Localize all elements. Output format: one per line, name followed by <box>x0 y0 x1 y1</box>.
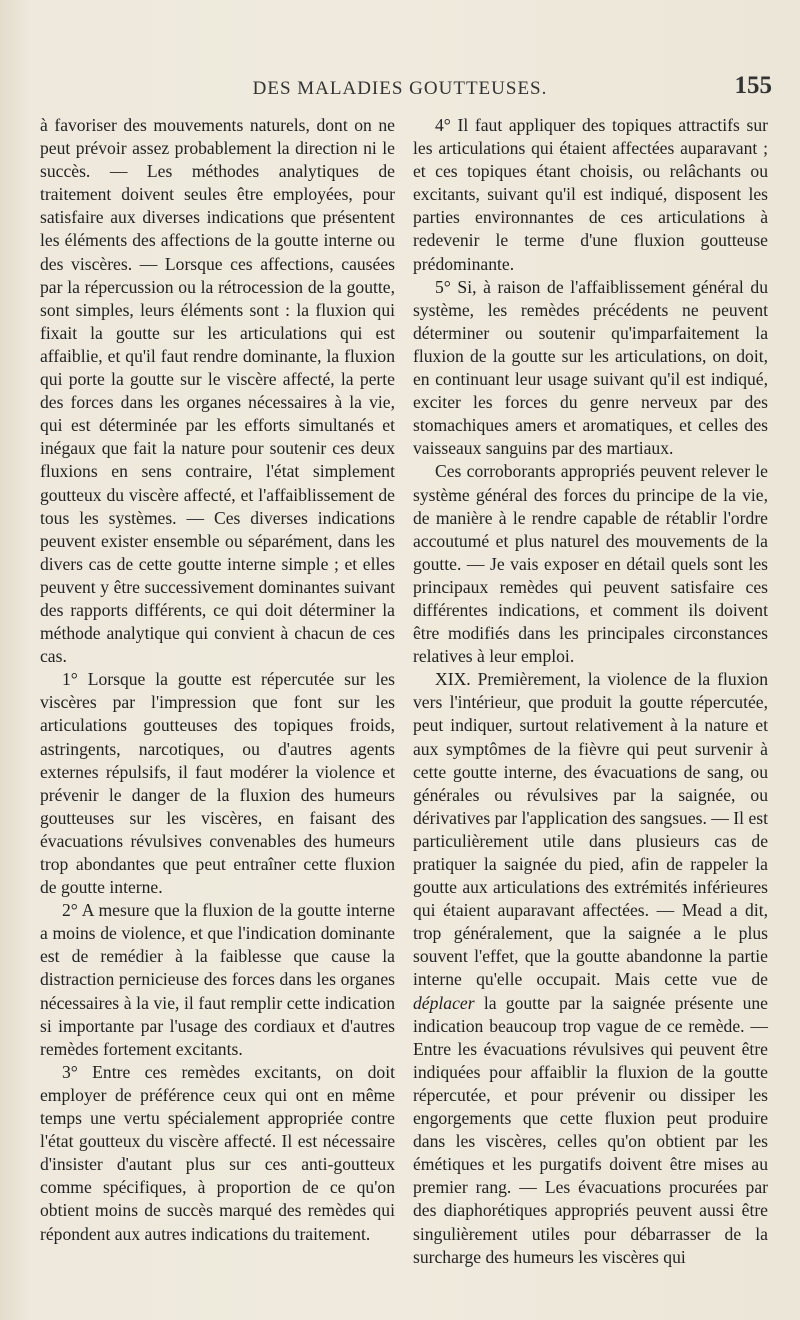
paragraph: à favoriser des mouvements naturels, dont on ne peut prévoir assez probablement la direction ni le succès. — Les méthodes analytiques de traitement doivent seules être employées, pour satisfaire aux diverses indications que présentent les éléments des affections de la goutte interne ou des viscères. — Lorsque ces affections, causées par la répercussion ou la rétrocession de la goutte, sont simples, leurs éléments sont : la fluxion qui fixait la goutte sur les articulations qui est affaiblie, et qu'il faut rendre dominante, la fluxion qui porte la goutte sur le viscère affecté, la perte des forces dans les organes nécessaires à la vie, qui est déterminée par les efforts simultanés et inégaux que fait la nature pour soutenir ces deux fluxions en sens contraire, l'état simplement goutteux du viscère affecté, et l'affaiblissement de tous les systèmes. — Ces diverses indications peuvent exister ensemble ou séparément, dans les divers cas de cette goutte interne simple ; et elles peuvent y être successivement dominantes suivant des rapports différents, ce qui doit déterminer la méthode analytique qui convient à chacun de ces cas. <box>40 115 395 667</box>
right-column <box>413 114 768 1269</box>
paragraph: Ces corroborants appropriés peuvent relever le système général des forces du principe de la vie, de manière à le rendre capable de rétablir l'ordre accoutumé et plus naturel des mouvements de la goutte. — Je vais exposer en détail quels sont les principaux remèdes qui peuvent satisfaire ces différentes indications, et comment ils doivent être modifiés dans les principales circonstances relatives à leur emploi. <box>413 461 768 667</box>
paragraph: 5° Si, à raison de l'affaiblissement général du système, les remèdes précédents ne peuvent déterminer ou soutenir qu'imparfaitement la fluxion de la goutte sur les articulations, on doit, en continuant leur usage suivant qu'il est indiqué, exciter les forces du genre nerveux par des stomachiques amers et aromatiques, et celles des vaisseaux sanguins par des martiaux. <box>413 276 768 459</box>
paragraph: 3° Entre ces remèdes excitants, on doit employer de préférence ceux qui ont en même temps une vertu spécialement appropriée contre l'état goutteux du viscère affecté. Il est nécessaire d'insister d'autant plus sur ces anti-goutteux comme spécifiques, à proportion de ce qu'on obtient moins de succès marqué des remèdes qui répondent aux autres indications du traitement. <box>40 1061 395 1244</box>
paragraph: 4° Il faut appliquer des topiques attractifs sur les articulations qui étaient affectées auparavant ; et ces topiques étant choisis, ou relâchants ou excitants, suivant qu'il est indiqué, disposent les parties environnantes de ces articulations à redevenir le terme d'une fluxion goutteuse prédominante. <box>413 115 768 274</box>
text-run: XIX. Premièrement, la violence de la fluxion vers l'intérieur, que produit la goutte répercutée, peut indiquer, surtout relativement à la nature et aux symptômes de la fièvre qui peut survenir à cette goutte interne, des évacuations de sang, ou générales ou révulsives par la saignée, ou dérivatives par l'application des sangsues. — Il est particulièrement utile dans plusieurs cas de pratiquer la saignée du pied, afin de rappeler la goutte aux articulations des extrémités inférieures qui étaient auparavant affectées. — Mead a dit, trop généralement, que la saignée a le plus souvent l'effet, que la goutte abandonne la partie interne qu'elle occupait. Mais cette vue de <box>413 669 768 990</box>
italic-word: déplacer <box>413 992 475 1013</box>
running-title: DES MALADIES GOUTTEUSES. <box>252 78 548 99</box>
paragraph: 1° Lorsque la goutte est répercutée sur les viscères par l'impression que font sur les articulations goutteuses des topiques froids, astringents, narcotiques, ou d'autres agents externes répulsifs, il faut modérer la violence et prévenir le danger de la fluxion des humeurs goutteuses sur les viscères, en faisant des évacuations révulsives convenables des humeurs trop abondantes que peut entraîner cette fluxion de goutte interne. <box>40 669 395 898</box>
left-column <box>40 114 395 1246</box>
text-run: la goutte par la saignée présente une indication beaucoup trop vague de ce remède. — Entre les évacuations révulsives qui peuvent être indiquées pour affaiblir la fluxion de la goutte répercutée, et pour prévenir ou dissiper les engorgements que cette fluxion peut produire dans les viscères, celles qu'on obtient par les émétiques et les purgatifs doivent être mises au premier rang. — Les évacuations procurées par des diaphorétiques appropriés peuvent aussi être singulièrement utiles pour débarrasser de la surcharge des humeurs les viscères qui <box>413 992 768 1267</box>
page-header <box>0 72 800 112</box>
paragraph <box>413 668 768 1268</box>
paragraph: 2° A mesure que la fluxion de la goutte interne a moins de violence, et que l'indication dominante est de remédier à la faiblesse que cause la distraction pernicieuse des forces dans les organes nécessaires à la vie, il faut remplir cette indication si importante par l'usage des cordiaux et d'autres remèdes fortement excitants. <box>40 900 395 1059</box>
page-number: 155 <box>734 72 772 99</box>
